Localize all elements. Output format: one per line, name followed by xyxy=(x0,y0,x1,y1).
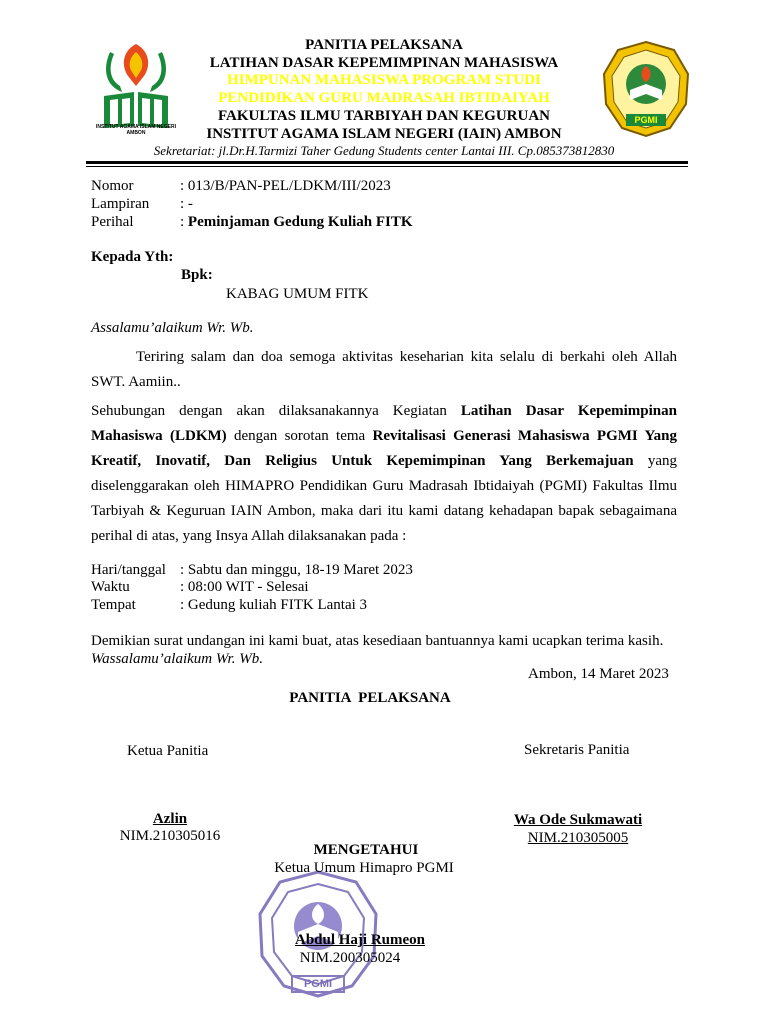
p2-text-c: yang xyxy=(633,453,677,469)
panitia-heading: PANITIA PELAKSANA xyxy=(289,690,451,706)
paragraph-2-line-6: perihal di atas, yang Insya Allah dilaksanakan pada : xyxy=(91,528,407,544)
hari-value: : Sabtu dan minggu, 18-19 Maret 2023 xyxy=(180,562,413,578)
paragraph-2-line-3 xyxy=(91,449,677,474)
header-divider-thick xyxy=(86,161,688,164)
paragraph-2-line-2 xyxy=(91,424,677,449)
p2-text-a: Sehubungan dengan akan dilaksanakannya Kegiatan xyxy=(91,403,461,419)
nomor-label: Nomor xyxy=(91,178,134,194)
hari-label: Hari/tanggal xyxy=(91,562,166,578)
ketua-role: Ketua Panitia xyxy=(127,743,209,759)
mengetahui-heading: MENGETAHUI xyxy=(313,842,419,858)
tempat-value: : Gedung kuliah FITK Lantai 3 xyxy=(180,597,368,613)
recipient-name: KABAG UMUM FITK xyxy=(226,286,369,302)
perihal-value-row xyxy=(180,214,413,231)
kepada-label: Kepada Yth: xyxy=(91,249,174,265)
lampiran-label: Lampiran xyxy=(91,196,150,212)
closing-text: Demikian surat undangan ini kami buat, atas kesediaan bantuannya kami ucapkan terima kasih. xyxy=(91,633,664,649)
paragraph-1-line-1: Teriring salam dan doa semoga aktivitas keseharian kita selalu di berkahi oleh Allah xyxy=(136,349,677,365)
nomor-value: : 013/B/PAN-PEL/LDKM/III/2023 xyxy=(180,178,391,194)
perihal-colon: : xyxy=(180,214,188,230)
paragraph-1-line-2: SWT. Aamiin.. xyxy=(91,374,181,390)
paragraph-2-line-5: Tarbiyah & Keguruan IAIN Ambon, maka dari itu kami datang kehadapan bapak sebagaimana xyxy=(91,503,677,519)
header-line-5: FAKULTAS ILMU TARBIYAH DAN KEGURUAN xyxy=(218,108,550,124)
header-line-6: INSTITUT AGAMA ISLAM NEGERI (IAIN) AMBON xyxy=(206,126,562,142)
sekretaris-role: Sekretaris Panitia xyxy=(524,742,630,758)
salam: Assalamu’alaikum Wr. Wb. xyxy=(91,320,254,336)
paragraph-2 xyxy=(91,399,677,549)
sekretaris-nim: NIM.210305005 xyxy=(527,830,629,846)
waktu-value: : 08:00 WIT - Selesai xyxy=(180,579,309,595)
header-line-4: PENDIDIKAN GURU MADRASAH IBTIDAIYAH xyxy=(218,90,550,106)
p2-bold-theme-a: Revitalisasi Generasi Mahasiswa PGMI Yang xyxy=(372,428,677,444)
stamp-pgmi-text: PGMI xyxy=(303,978,333,990)
bpk-label: Bpk: xyxy=(181,267,213,283)
header-address: Sekretariat: jl.Dr.H.Tarmizi Taher Gedung Students center Lantai III. Cp.085373812830 xyxy=(153,143,615,158)
iain-logo-caption: INSTITUT AGAMA ISLAM NEGERI AMBON xyxy=(96,124,176,136)
umum-role: Ketua Umum Himapro PGMI xyxy=(274,860,454,876)
header-line-3: HIMPUNAN MAHASISWA PROGRAM STUDI xyxy=(227,72,541,88)
wassalam: Wassalamu’alaikum Wr. Wb. xyxy=(91,651,263,667)
header-line-2: LATIHAN DASAR KEPEMIMPINAN MAHASISWA xyxy=(209,55,559,71)
perihal-label: Perihal xyxy=(91,214,134,230)
lampiran-value: : - xyxy=(180,196,193,212)
header-line-1: PANITIA PELAKSANA xyxy=(305,37,463,53)
ketua-nim: NIM.210305016 xyxy=(119,828,221,844)
p2-bold-training: Latihan Dasar Kepemimpinan xyxy=(460,403,677,419)
sekretaris-name: Wa Ode Sukmawati xyxy=(513,812,643,828)
p2-bold-ldkm: Mahasiswa (LDKM) xyxy=(91,428,227,444)
paragraph-2-line-1 xyxy=(91,399,677,424)
p2-bold-theme-b: Kreatif, Inovatif, Dan Religius Untuk Kepemimpinan Yang Berkemajuan xyxy=(91,453,634,469)
paragraph-1 xyxy=(91,345,677,395)
tempat-label: Tempat xyxy=(91,597,136,613)
umum-name: Abdul Haji Rumeon xyxy=(294,932,426,948)
umum-nim: NIM.200305024 xyxy=(299,950,401,966)
perihal-value: Peminjaman Gedung Kuliah FITK xyxy=(187,214,413,230)
waktu-label: Waktu xyxy=(91,579,130,595)
pgmi-logo-text: PGMI xyxy=(634,115,658,125)
paragraph-2-line-4: diselenggarakan oleh HIMAPRO Pendidikan Guru Madrasah Ibtidaiyah (PGMI) Fakultas Ilmu xyxy=(91,478,677,494)
place-date: Ambon, 14 Maret 2023 xyxy=(528,666,669,682)
p2-text-b: dengan sorotan tema xyxy=(226,428,373,444)
ketua-name: Azlin xyxy=(152,811,188,827)
header-divider-thin xyxy=(86,166,688,167)
